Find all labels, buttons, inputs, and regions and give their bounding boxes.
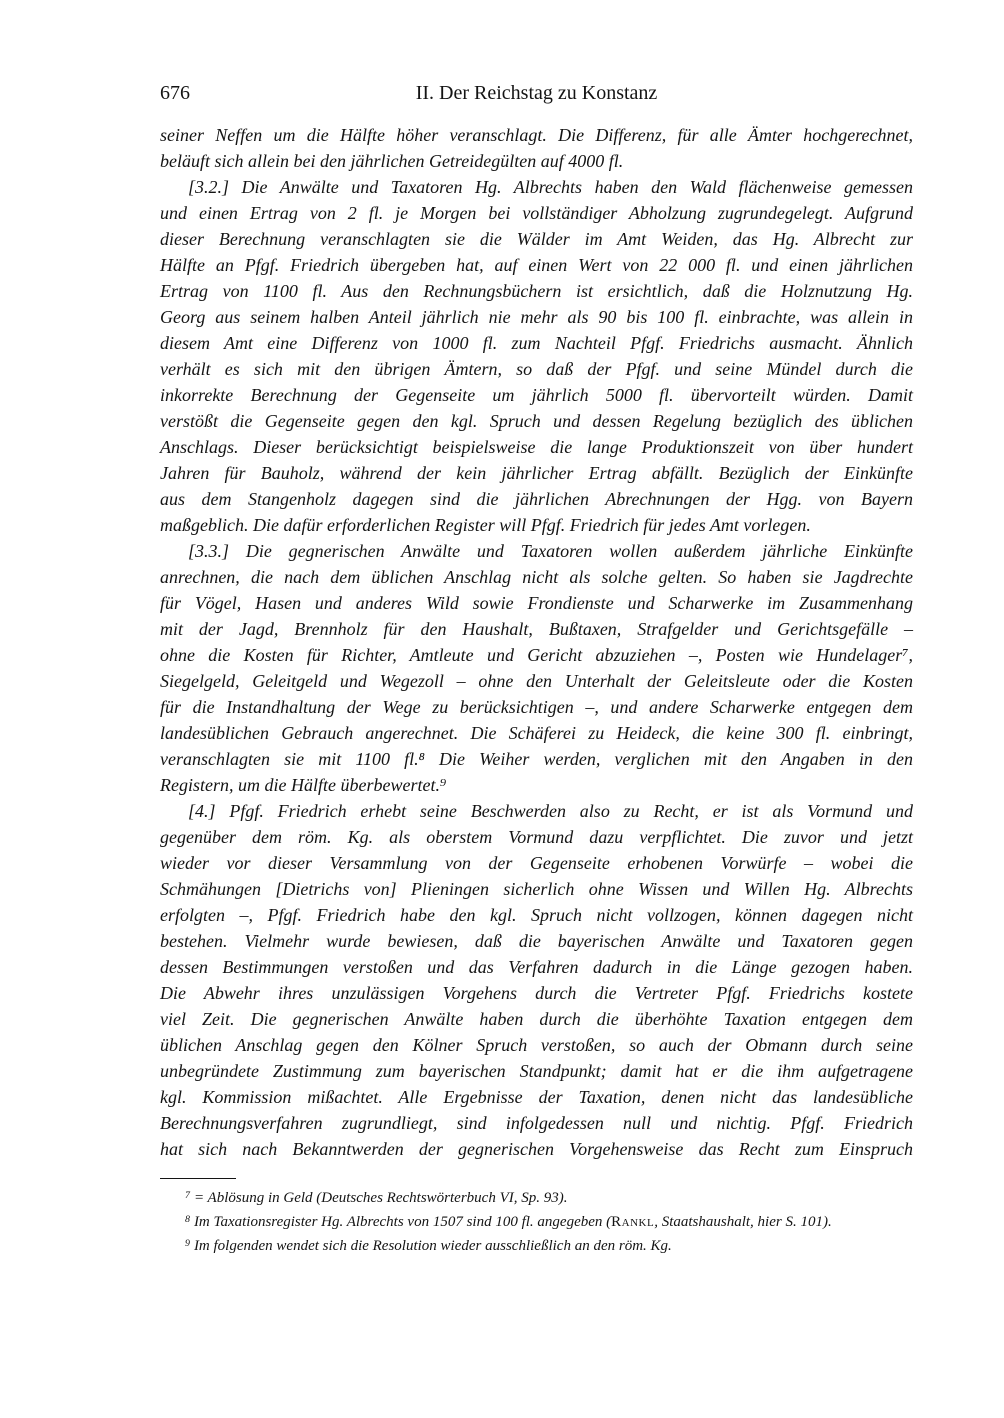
text-line: veranschlagten sie mit 1100 fl.⁸ Die Weiher werden, verglichen mit den Angaben in den bbox=[160, 749, 913, 769]
page-header bbox=[160, 80, 913, 106]
text-line: Ertrag von 1100 fl. Aus den Rechnungsbüchern ist ersichtlich, daß die Holznutzung Hg. bbox=[160, 281, 913, 301]
text-line: hat sich nach Bekanntwerden der gegnerischen Vorgehensweise das Recht zum Einspruch bbox=[160, 1139, 913, 1159]
text-line: Georg aus seinem halben Anteil jährlich nie mehr als 90 bis 100 fl. einbrachte, was allein in bbox=[160, 307, 913, 327]
text-line: kgl. Kommission mißachtet. Alle Ergebnisse der Taxation, denen nicht das landesübliche bbox=[160, 1087, 913, 1107]
text-line: maßgeblich. Die dafür erforderlichen Register will Pfgf. Friedrich für jedes Amt vorlegen. bbox=[160, 515, 811, 535]
text-line: dessen Bestimmungen verstoßen und das Verfahren dadurch in die Länge gezogen haben. bbox=[160, 957, 913, 977]
footnote-text: Im folgenden wendet sich die Resolution wieder ausschließlich an den röm. Kg. bbox=[193, 1238, 672, 1255]
text-line: landesüblichen Gebrauch angerechnet. Die Schäferei zu Heideck, die keine 300 fl. einbringt, bbox=[160, 723, 913, 743]
text-line: anrechnen, die nach dem üblichen Anschlag nicht als solche gelten. So haben sie Jagdrechte bbox=[160, 567, 913, 587]
text-line: wieder vor dieser Versammlung von der Gegenseite erhobenen Vorwürfe – wobei die bbox=[160, 853, 913, 873]
text-line: verhält es sich mit den übrigen Ämtern, so daß der Pfgf. und seine Mündel durch die bbox=[160, 359, 913, 379]
text-line: und einen Ertrag von 2 fl. je Morgen bei vollständiger Abholzung zugrundegelegt. Aufgrund bbox=[160, 203, 913, 223]
footnote-text: , Staatshaushalt, hier S. 101). bbox=[654, 1214, 832, 1231]
footnote-number: 7 bbox=[185, 1190, 190, 1201]
footnote bbox=[160, 1233, 913, 1257]
text-line: beläuft sich allein bei den jährlichen Getreidegülten auf 4000 fl. bbox=[160, 151, 624, 171]
text-line: [4.] Pfgf. Friedrich erhebt seine Beschwerden also zu Recht, er ist als Vormund und bbox=[188, 801, 913, 821]
running-title: II. Der Reichstag zu Konstanz bbox=[415, 82, 658, 104]
text-line: verstößt die Gegenseite gegen den kgl. Spruch und dessen Regelung bezüglich des üblichen bbox=[160, 411, 913, 431]
page-content bbox=[160, 80, 913, 1257]
text-line: Registern, um die Hälfte überbewertet.⁹ bbox=[160, 775, 447, 795]
footnote-text: Im Taxationsregister Hg. Albrechts von 1507 sind 100 fl. angegeben ( bbox=[193, 1214, 612, 1231]
text-line: Die Abwehr ihres unzulässigen Vorgehens durch die Vertreter Pfgf. Friedrichs kostete bbox=[160, 983, 913, 1003]
footnote-number: 8 bbox=[185, 1214, 190, 1226]
text-line: Jahren für Bauholz, während der kein jährlicher Ertrag abfällt. Bezüglich der Einkünfte bbox=[160, 463, 913, 483]
text-line: Siegelgeld, Geleitgeld und Wegezoll – ohne den Unterhalt der Geleitsleute oder die Kosten bbox=[160, 671, 913, 691]
text-line: Hälfte an Pfgf. Friedrich übergeben hat, auf einen Wert von 22 000 fl. und einen jährlichen bbox=[160, 255, 913, 275]
footnote-author-smallcaps: Rankl bbox=[611, 1214, 655, 1231]
text-line: diesem Amt eine Differenz von 1000 fl. zum Nachteil Pfgf. Friedrichs ausmacht. Ähnlich bbox=[160, 333, 913, 353]
text-line: Berechnungsverfahren zugrundliegt, sind infolgedessen null und nichtig. Pfgf. Friedrich bbox=[160, 1113, 913, 1133]
text-line: bestehen. Vielmehr wurde bewiesen, daß die bayerischen Anwälte und Taxatoren gegen bbox=[160, 931, 913, 951]
text-line: unbegründete Zustimmung zum bayerischen Standpunkt; damit hat er die ihm aufgetragene bbox=[160, 1061, 913, 1081]
footnote bbox=[160, 1185, 913, 1209]
footnote-number: 9 bbox=[185, 1238, 190, 1250]
text-line: für Vögel, Hasen und anderes Wild sowie Frondienste und Scharwerke im Zusammenhang bbox=[160, 593, 913, 613]
text-line: Anschlags. Dieser berücksichtigt beispielsweise die lange Produktionszeit von über hundert bbox=[160, 437, 913, 457]
text-line: seiner Neffen um die Hälfte höher veranschlagt. Die Differenz, für alle Ämter hochgerechnet, bbox=[160, 125, 913, 145]
text-line: inkorrekte Berechnung der Gegenseite um jährlich 5000 fl. übervorteilt würden. Damit bbox=[160, 385, 913, 405]
footnotes bbox=[160, 1185, 913, 1257]
footnote-separator bbox=[160, 1178, 236, 1179]
text-line: ohne die Kosten für Richter, Amtleute und Gericht abzuziehen –, Posten wie Hundelager⁷, bbox=[160, 645, 913, 665]
footnote bbox=[160, 1209, 913, 1233]
body-text bbox=[160, 122, 913, 1162]
page-number: 676 bbox=[160, 82, 190, 104]
text-line: mit der Jagd, Brennholz für den Haushalt, Bußtaxen, Strafgelder und Gerichtsgefälle – bbox=[160, 619, 913, 639]
text-line: dieser Berechnung veranschlagten sie die Wälder im Amt Weiden, das Hg. Albrecht zur bbox=[160, 229, 913, 249]
text-line: erfolgten –, Pfgf. Friedrich habe den kgl. Spruch nicht vollzogen, können dagegen nicht bbox=[160, 905, 913, 925]
text-line: [3.2.] Die Anwälte und Taxatoren Hg. Albrechts haben den Wald flächenweise gemessen bbox=[188, 177, 913, 197]
text-line: Schmähungen [Dietrichs von] Plieningen sicherlich ohne Wissen und Willen Hg. Albrechts bbox=[160, 879, 913, 899]
text-line: üblichen Anschlag gegen den Kölner Spruch verstoßen, so auch der Obmann durch seine bbox=[160, 1035, 913, 1055]
text-line: für die Instandhaltung der Wege zu berücksichtigen –, und andere Scharwerke entgegen dem bbox=[160, 697, 913, 717]
text-line: aus dem Stangenholz dagegen sind die jährlichen Abrechnungen der Hgg. von Bayern bbox=[160, 489, 913, 509]
text-line: gegenüber dem röm. Kg. als oberstem Vormund dazu verpflichtet. Die zuvor und jetzt bbox=[160, 827, 913, 847]
text-line: [3.3.] Die gegnerischen Anwälte und Taxatoren wollen außerdem jährliche Einkünfte bbox=[188, 541, 913, 561]
text-line: viel Zeit. Die gegnerischen Anwälte haben durch die überhöhte Taxation entgegen dem bbox=[160, 1009, 913, 1029]
footnote-text: = Ablösung in Geld (Deutsches Rechtswörterbuch VI, Sp. 93). bbox=[193, 1190, 568, 1207]
